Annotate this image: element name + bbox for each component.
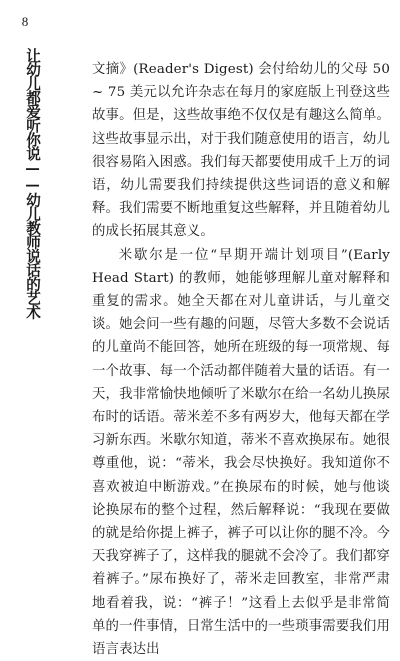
page-sidebar [6,10,41,584]
paragraph-2: 米歇尔是一位“早期开端计划项目”(Early Head Start) 的教师，她能够理解儿童对解释和重复的需求。她全天都在对儿童讲话，与儿童交谈。她会问一些有趣的问题，尽管大多数不会说话的儿童尚不能回答，她所在班级的每一项常规、每一个故事、每一个活动都伴随着大量的话语。有一天，我非常愉快地倾听了米歇尔在给一名幼儿换尿布时的话语。蒂米差不多有两岁大，他每天都在学习新东西。米歇尔知道，蒂米不喜欢换尿布。她很尊重他，说：“蒂米，我会尽快换好。我知道你不喜欢被迫中断游戏。”在换尿布的时候，她与他谈论换尿布的整个过程，然后解释说：“我现在要做的就是给你提上裤子，裤子可以让你的腿不冷。今天我穿裤子了，这样我的腿就不会冷了。我们都穿着裤子。”尿布换好了，蒂米走回教室，非常严肃地看着我，说：“裤子！”这看上去似乎是非常简单的一件事情，日常生活中的一些琐事需要我们用语言表达出 [92,247,390,658]
running-head: 让幼儿都爱听你说——幼儿教师说话的艺术 [24,48,41,319]
body-text [92,58,390,661]
page-number: 8 [21,14,29,29]
paragraph-1: 文摘》(Reader's Digest) 会付给幼儿的父母 50 ~ 75 美元以允许杂志在每月的家庭版上刊登这些故事。但是，这些故事绝不仅仅是有趣这么简单。这些故事显示出，对于我们随意使用的语言，幼儿很容易陷入困惑。我们每天都要使用成千上万的词语，幼儿需要我们持续提供这些词语的意义和解释。我们需要不断地重复这些解释，并且随着幼儿的成长拓展其意义。 [92,62,390,240]
